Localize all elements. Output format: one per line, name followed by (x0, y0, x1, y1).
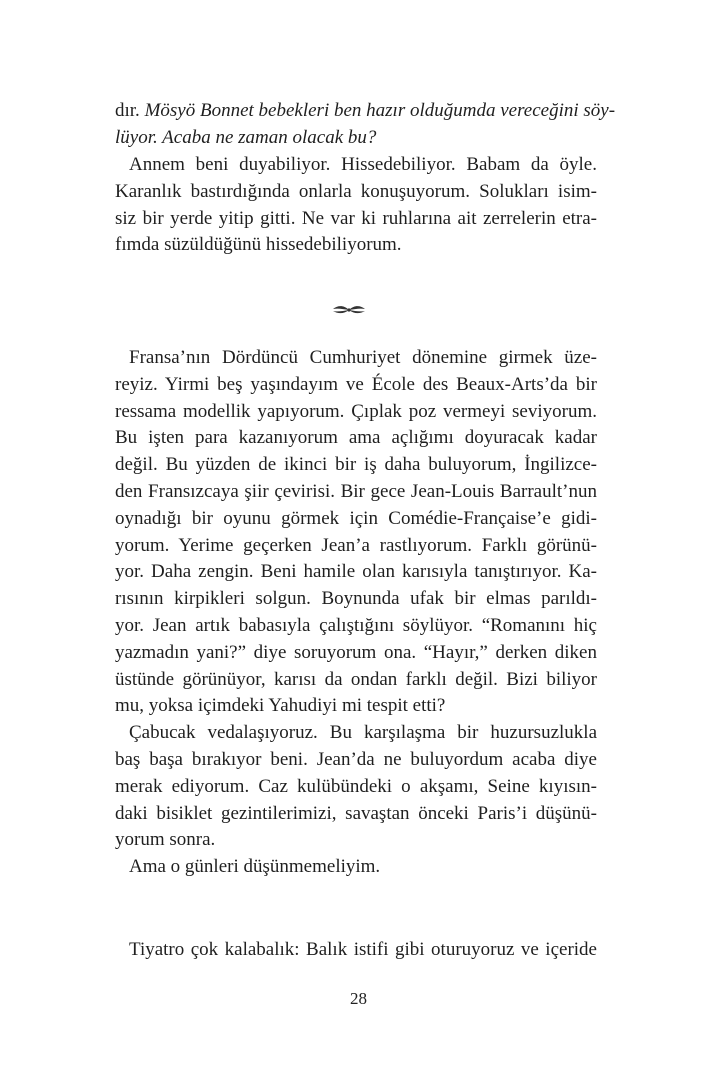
italic-text-run: Mösyö Bonnet bebekleri ben hazır olduğumda vereceğini söy- (144, 100, 616, 121)
text-line: Karanlık bastırdığında onlarla konuşuyorum. Solukları isim- (115, 180, 597, 202)
text-line: yor. Jean artık babasıyla çalıştığını söylüyor. “Romanını hiç (115, 614, 597, 636)
text-line (115, 125, 597, 152)
text-line: merak ediyorum. Caz kulübündeki o akşamı, Seine kıyısın- (115, 775, 597, 797)
text-line: daki bisiklet gezintilerimizi, savaştan önceki Paris’i düşünü- (115, 802, 597, 824)
text-line: Ama o günleri düşünmemeliyim. (129, 856, 381, 878)
text-line: fımda süzüldüğünü hissedebiliyorum. (115, 234, 402, 256)
text-line: Çabucak vedalaşıyoruz. Bu karşılaşma bir huzursuzlukla (129, 722, 597, 744)
text-line: yazmadın yani?” diye soruyorum ona. “Hayır,” derken diken (115, 641, 597, 663)
text-line: reyiz. Yirmi beş yaşındayım ve École des Beaux-Arts’da bir (115, 373, 597, 395)
text-line: üstünde görünüyor, karısı da ondan farklı değil. Bizi biliyor (115, 668, 597, 690)
text-line: Fransa’nın Dördüncü Cumhuriyet dönemine girmek üze- (129, 347, 597, 368)
text-line: yorum sonra. (115, 829, 216, 851)
text-line: den Fransızcaya şiir çevirisi. Bir gece Jean-Louis Barrault’nun (115, 480, 597, 502)
text-line: Annem beni duyabiliyor. Hissedebiliyor. Babam da öyle. (129, 154, 597, 175)
text-line (115, 98, 616, 125)
text-line: yorum. Yerime geçerken Jean’a rastlıyorum. Farklı görünü- (115, 534, 597, 556)
italic-text-run: lüyor. Acaba ne zaman olacak bu? (115, 126, 377, 148)
paragraph-theatre (115, 937, 597, 964)
text-run: dır. (115, 100, 145, 121)
paragraph-parents (115, 152, 597, 259)
text-line: oynadığı bir oyunu görmek için Comédie-Française’e gidi- (115, 507, 597, 529)
text-line: değil. Bu yüzden de ikinci bir iş daha buluyorum, İngilizce- (115, 454, 597, 476)
text-line: Bu işten para kazanıyorum ama açlığımı doyuracak kadar (115, 427, 597, 449)
text-line: yor. Daha zengin. Beni hamile olan karısıyla tanıştırıyor. Ka- (115, 561, 597, 583)
fleuron-icon (329, 300, 369, 320)
text-line: baş başa bırakıyor beni. Jean’da ne buluyordum acaba diye (115, 748, 597, 770)
text-line: siz bir yerde yitip gitti. Ne var ki ruhlarına ait zerrelerin etra- (115, 207, 597, 229)
paragraph-opening (115, 98, 616, 152)
text-line: ressama modellik yapıyorum. Çıplak poz vermeyi seviyorum. (115, 400, 597, 422)
text-line: mu, yoksa içimdeki Yahudiyi mi tespit etti? (115, 695, 446, 717)
paragraph-main (115, 345, 597, 881)
page-number: 28 (350, 989, 367, 1008)
text-line: rısının kirpikleri solgun. Boynunda ufak bir elmas parıldı- (115, 588, 597, 610)
text-line: Tiyatro çok kalabalık: Balık istifi gibi oturuyoruz ve içeride (129, 939, 597, 960)
